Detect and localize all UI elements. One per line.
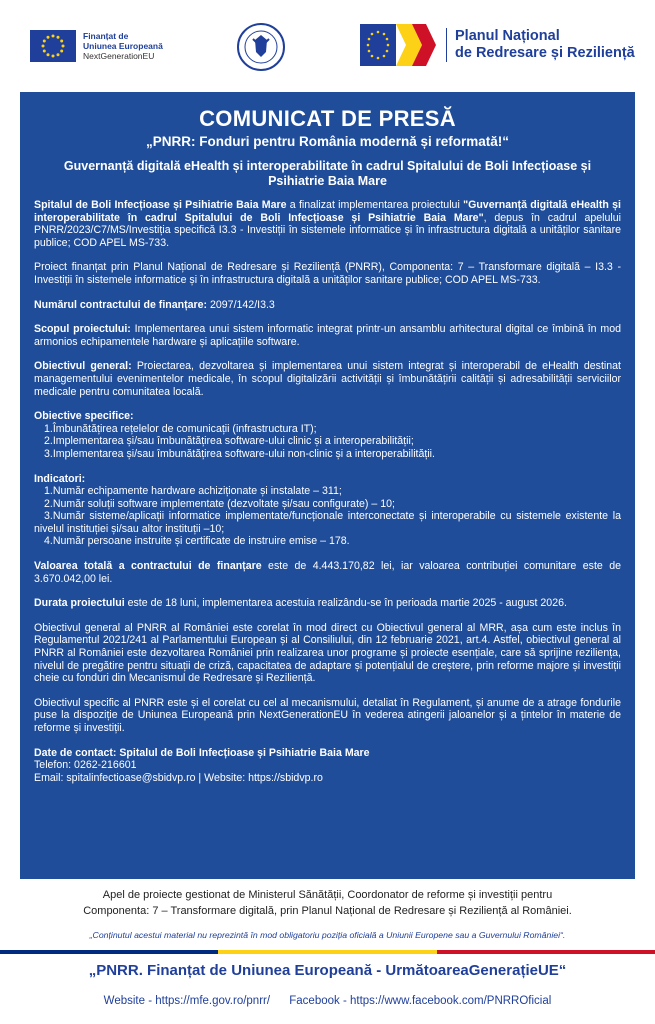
contract-value: 2097/142/I3.3 — [207, 298, 275, 311]
scope-label: Scopul proiectului: — [34, 323, 131, 336]
disclaimer: „Conținutul acestui material nu reprezintă în mod obligatoriu poziția oficială a Uniunii Europene sau a Guvernului României“. — [89, 930, 566, 940]
indicators-label: Indicatori: — [34, 472, 86, 485]
value-label: Valoarea totală a contractului de finanțare — [34, 560, 262, 573]
list-item: 4.Număr persoane instruite și certificate de instruire emise – 178. — [44, 535, 350, 548]
general-objective-text: Proiectarea, dezvoltarea și implementarea unui sistem integrat și interoperabil de eHealth destinat managementului evenimentelor medicale, în scopul digitalizării activității și îmbunătățirii calității și adresabilității serviciilor medicale pentru comunitatea locală. — [34, 360, 621, 398]
eu-funding-logo — [30, 30, 163, 62]
general-objective-paragraph — [34, 360, 621, 398]
intro-paragraph — [34, 199, 621, 249]
eu-line-2: Uniunea Europeană — [83, 41, 163, 51]
contact-block — [34, 747, 621, 785]
general-objective-label: Obiectivul general: — [34, 360, 132, 373]
contract-paragraph — [34, 299, 621, 312]
press-release-body — [34, 199, 621, 784]
financing-paragraph: Proiect finanțat prin Planul Național de Redresare și Reziliență (PNRR), Componenta: 7 – Transformare digitală – I3.3 - Investiții în sistemele informatice și în infrastructura digitală a unităților sanitare publice; COD APEL MS-733. — [34, 261, 621, 286]
specific-objectives-list — [34, 423, 621, 461]
pnrr-flag-icon — [360, 24, 438, 66]
hospital-name: Spitalul de Boli Infecțioase și Psihiatrie Baia Mare — [34, 199, 287, 211]
list-item: 1.Număr echipamente hardware achiziționate și instalate – 311; — [44, 485, 342, 498]
eu-funding-text — [83, 31, 163, 61]
intro-end: , depus în cadrul apelului PNRR/2023/C7/MS/Investiția specifică I3.3 - Investiții în sistemele informatice și în infrastructura digitală a unităților sanitare publice; COD APEL MS-733. — [34, 211, 621, 249]
indicators-list — [34, 485, 621, 548]
facebook-link[interactable]: Facebook - https://www.facebook.com/PNRROficial — [289, 995, 552, 1007]
pnrr-general-paragraph: Obiectivul general al PNRR al României este corelat în mod direct cu Obiectivul general al MRR, așa cum este inclus în Regulamentul 2021/241 al Parlamentului European și al Consiliului, din 12 februarie 2021, art.4. Astfel, obiectivul general al PNRR al României este dezvoltarea României prin realizarea unor programe și proiecte esențiale, care să sprijine reziliența, nivelul de pregătire pentru situații de criză, capacitatea de adaptare și potențialul de creștere, prin reforme majore și investiții cheie cu fonduri din Mecanismul de Redresare și Reziliență. — [34, 621, 621, 685]
pnrr-specific-paragraph: Obiectivul specific al PNRR este și el corelat cu cel al mecanismului, detaliat în Regulament, și anume de a atrage fondurile puse la dispoziție de Uniunea Europeană prin NextGenerationEU în vederea atingerii jaloanelor și a țintelor în materie de reforme și investiții. — [34, 696, 621, 734]
contact-email: Email: spitalinfectioase@sbidvp.ro | Website: https://sbidvp.ro — [34, 771, 323, 784]
tricolor-divider — [0, 950, 655, 954]
eu-line-3: NextGenerationEU — [83, 51, 155, 61]
pnrr-line-2: de Redresare și Reziliență — [455, 45, 635, 61]
contract-label: Numărul contractului de finanțare: — [34, 298, 208, 311]
pnrr-slogan: „PNRR. Finanțat de Uniunea Europeană - UrmătoareaGenerațieUE“ — [88, 962, 567, 979]
call-line-2: Componenta: 7 – Transformare digitală, prin Planul Național de Redresare și Reziliență al României. — [83, 905, 572, 917]
intro-mid: a finalizat implementarea proiectului — [286, 199, 464, 211]
duration-label: Durata proiectului — [34, 597, 125, 610]
list-item: 2.Număr soluții software implementate (dezvoltate și/sau configurate) – 10; — [44, 497, 395, 510]
eu-flag-icon — [30, 30, 76, 62]
government-seal-icon — [236, 22, 286, 72]
pnrr-logo — [360, 24, 635, 66]
list-item: 3.Implementarea și/sau îmbunătățirea software-ului non-clinic și a interoperabilității. — [44, 447, 435, 460]
value-paragraph — [34, 560, 621, 585]
scope-text: Implementarea unui sistem informatic integrat printr-un ansamblu arhitectural digital ce îmbină în mod armonios echipamentele hardware și aplicațiile software. — [34, 323, 621, 348]
contact-phone: Telefon: 0262-216601 — [34, 759, 137, 772]
project-heading: Guvernanță digitală eHealth și interoperabilitate în cadrul Spitalului de Boli Infecțioase și Psihiatrie Baia Mare — [63, 159, 592, 188]
press-release-subtitle: „PNRR: Fonduri pentru România modernă și reformată!“ — [145, 134, 510, 149]
pnrr-title — [446, 28, 635, 62]
duration-paragraph — [34, 597, 621, 610]
website-link[interactable]: Website - https://mfe.gov.ro/pnrr/ — [103, 995, 271, 1007]
footer-links — [0, 995, 655, 1007]
project-name: "Guvernanță digitală eHealth și interoperabilitate în cadrul Spitalului de Boli Infecțioase și Psihiatrie Baia Mare" — [34, 199, 621, 224]
value-text: este de 4.443.170,82 lei, iar valoarea contribuției comunitare este de 3.670.042,00 lei. — [34, 560, 621, 585]
press-release-panel — [20, 92, 635, 879]
duration-text: este de 18 luni, implementarea acestuia realizându-se în perioada martie 2025 - august 2026. — [124, 597, 567, 610]
list-item: 2.Implementarea și/sau îmbunătățirea software-ului clinic și a interoperabilității; — [44, 435, 414, 448]
specific-objectives-section — [34, 410, 621, 423]
press-release-title: COMUNICAT DE PRESĂ — [199, 106, 456, 131]
call-line-1: Apel de proiecte gestionat de Ministerul Sănătății, Coordonator de reforme și investiții pentru — [102, 889, 553, 901]
specific-objectives-label: Obiective specifice: — [34, 410, 134, 423]
pnrr-line-1: Planul Național — [455, 28, 560, 44]
list-item: 3.Număr sisteme/aplicații informatice implementate/funcționale interconectate și interoperabile cu sistemele existente la nivelul instituției și/sau altor instituții –10; — [34, 510, 621, 535]
contact-label: Date de contact: Spitalul de Boli Infecțioase și Psihiatrie Baia Mare — [34, 746, 370, 759]
list-item: 1.Îmbunătățirea rețelelor de comunicații (infrastructura IT); — [44, 422, 317, 435]
header — [0, 0, 655, 92]
indicators-section — [34, 473, 621, 549]
eu-line-1: Finanțat de — [83, 31, 129, 41]
scope-paragraph — [34, 323, 621, 348]
